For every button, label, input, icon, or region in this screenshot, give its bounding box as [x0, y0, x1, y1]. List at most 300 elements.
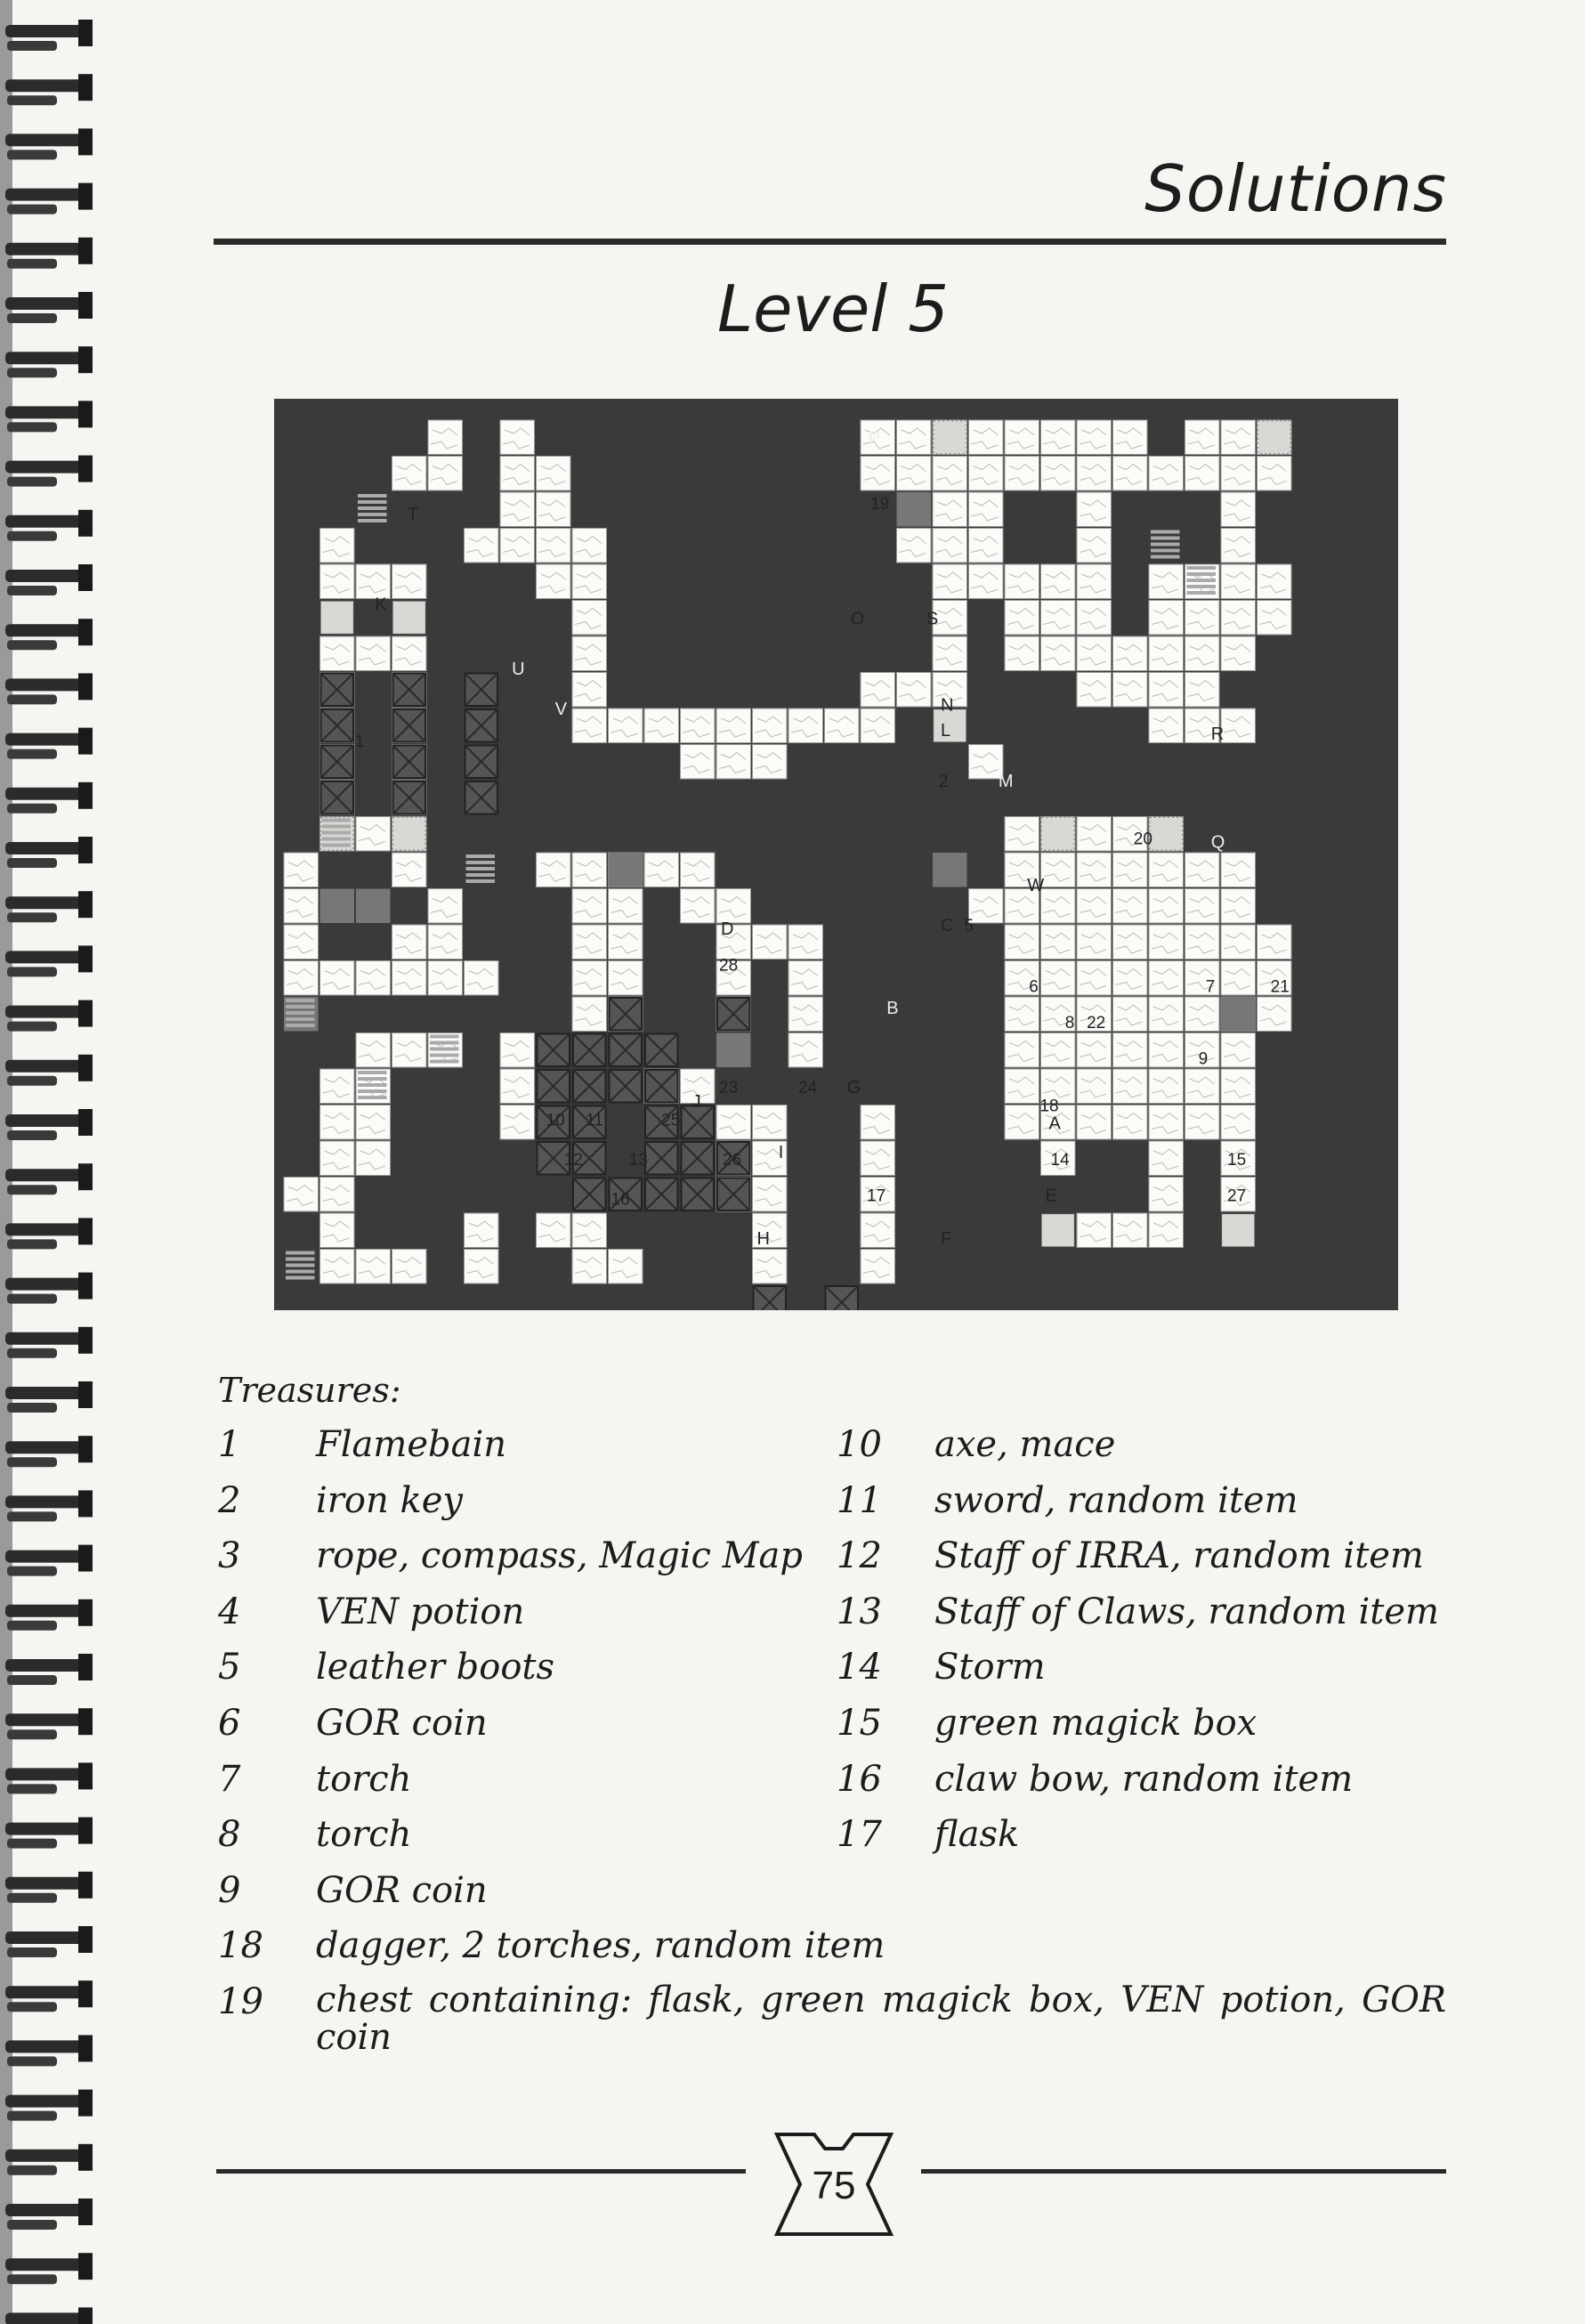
treasure-item: dagger, 2 torches, random item — [316, 1925, 885, 1967]
floor-tile — [1257, 925, 1292, 960]
floor-tile — [933, 457, 967, 491]
floor-tile — [392, 1250, 427, 1284]
floor-tile — [1113, 1213, 1148, 1248]
floor-tile — [1113, 853, 1148, 887]
treasure-item: VEN potion — [316, 1591, 525, 1632]
floor-tile — [356, 817, 391, 852]
floor-tile — [1113, 997, 1148, 1032]
map-number-26: 26 — [723, 1151, 742, 1170]
treasure-row-13 — [837, 1591, 1439, 1632]
stair-step — [358, 494, 387, 498]
floor-tile — [1077, 1069, 1112, 1104]
spiral-binding — [0, 0, 98, 2324]
treasure-number: 1 — [218, 1424, 241, 1465]
floor-tile — [428, 961, 463, 996]
stair-step — [1151, 555, 1180, 559]
floor-tile — [1041, 601, 1076, 636]
treasure-row-17 — [837, 1814, 1019, 1855]
header-rule — [214, 239, 1446, 245]
floor-tile — [1113, 1033, 1148, 1068]
floor-tile — [681, 745, 716, 780]
pressure-plate — [393, 818, 426, 851]
floor-tile — [320, 636, 355, 671]
treasure-item: torch — [316, 1758, 412, 1800]
pressure-plate — [393, 602, 426, 635]
stair-step — [286, 1264, 315, 1267]
floor-tile — [1149, 889, 1184, 924]
floor-tile — [788, 961, 823, 996]
floor-tile — [1185, 420, 1220, 455]
treasure-number: 11 — [837, 1479, 882, 1521]
gate-tile — [609, 853, 643, 887]
floor-tile — [356, 1141, 391, 1176]
floor-tile — [1041, 564, 1076, 599]
map-title: Level 5 — [716, 271, 949, 346]
treasure-number: 13 — [837, 1591, 882, 1632]
floor-tile — [428, 457, 463, 491]
floor-tile — [392, 961, 427, 996]
stair-step — [1151, 543, 1180, 547]
stair-step — [286, 1024, 315, 1027]
map-number-18: 18 — [1039, 1097, 1059, 1116]
floor-tile — [356, 1250, 391, 1284]
floor-tile — [1149, 1105, 1184, 1140]
floor-tile — [1221, 564, 1256, 599]
stair-step — [286, 1276, 315, 1280]
floor-tile — [320, 529, 355, 563]
floor-tile — [788, 1033, 823, 1068]
map-number-12: 12 — [563, 1151, 583, 1170]
floor-tile — [825, 709, 860, 743]
pit-tile — [754, 1286, 787, 1310]
treasure-item: Flamebain — [316, 1424, 507, 1465]
page-number-badge — [761, 2129, 908, 2240]
floor-tile — [320, 961, 355, 996]
treasure-row-3 — [218, 1535, 803, 1576]
floor-tile — [1149, 1141, 1184, 1176]
treasure-number: 9 — [218, 1869, 241, 1911]
floor-tile — [1149, 1213, 1184, 1248]
floor-tile — [1005, 601, 1039, 636]
map-marker-O: O — [850, 609, 865, 629]
floor-tile — [716, 745, 751, 780]
floor-tile — [465, 1250, 499, 1284]
stair-step — [430, 1035, 459, 1039]
pressure-plate — [1150, 818, 1183, 851]
floor-tile — [356, 1033, 391, 1068]
treasure-row-14 — [837, 1647, 1046, 1688]
map-marker-W: W — [1027, 876, 1045, 896]
map-number-6: 6 — [1029, 977, 1039, 997]
floor-tile — [1077, 1213, 1112, 1248]
floor-tile — [969, 889, 1004, 924]
floor-tile — [716, 709, 751, 743]
map-number-11: 11 — [586, 1111, 603, 1130]
floor-tile — [572, 673, 607, 708]
treasure-item: Staff of Claws, random item — [934, 1591, 1439, 1632]
floor-tile — [572, 853, 607, 887]
floor-tile — [1149, 853, 1184, 887]
floor-tile — [609, 709, 643, 743]
pressure-plate — [1042, 818, 1075, 851]
gate-tile — [1221, 997, 1256, 1032]
floor-tile — [753, 1250, 788, 1284]
stair-step — [1151, 537, 1180, 540]
gate-tile — [933, 853, 967, 887]
floor-tile — [572, 889, 607, 924]
treasure-row-6 — [218, 1703, 488, 1744]
stair-step — [286, 999, 315, 1002]
map-number-14: 14 — [1050, 1151, 1070, 1170]
floor-tile — [1221, 853, 1256, 887]
floor-tile — [320, 1141, 355, 1176]
floor-tile — [1077, 817, 1112, 852]
floor-tile — [320, 1105, 355, 1140]
map-number-15: 15 — [1227, 1151, 1247, 1170]
floor-tile — [1221, 457, 1256, 491]
floor-tile — [1077, 457, 1112, 491]
floor-tile — [500, 1033, 535, 1068]
gate-tile — [897, 492, 932, 527]
treasure-item: chest containing: flask, green magick box, VEN potion, GOR coin — [316, 1980, 1446, 2058]
floor-tile — [1077, 961, 1112, 996]
stair-step — [1151, 530, 1180, 534]
floor-tile — [788, 997, 823, 1032]
floor-tile — [1041, 925, 1076, 960]
floor-tile — [969, 420, 1004, 455]
floor-tile — [284, 925, 319, 960]
map-marker-A: A — [1048, 1113, 1061, 1134]
floor-tile — [1005, 1069, 1039, 1104]
stair-step — [322, 825, 352, 829]
floor-tile — [1113, 673, 1148, 708]
floor-tile — [969, 529, 1004, 563]
floor-tile — [1041, 1033, 1076, 1068]
floor-tile — [284, 889, 319, 924]
treasure-row-5 — [218, 1647, 554, 1688]
floor-tile — [500, 529, 535, 563]
floor-tile — [933, 564, 967, 599]
treasure-number: 17 — [837, 1814, 882, 1856]
floor-tile — [753, 745, 788, 780]
map-marker-G: G — [846, 1078, 861, 1097]
stair-step — [286, 1258, 315, 1261]
floor-tile — [500, 492, 535, 527]
treasure-item: sword, random item — [934, 1479, 1298, 1521]
floor-tile — [861, 709, 895, 743]
floor-tile — [1221, 420, 1256, 455]
floor-tile — [897, 673, 932, 708]
pressure-plate — [321, 602, 354, 635]
floor-tile — [609, 925, 643, 960]
floor-tile — [1113, 925, 1148, 960]
treasure-item: Storm — [934, 1647, 1046, 1688]
footer-rule-left — [216, 2169, 746, 2174]
treasure-number: 2 — [218, 1479, 241, 1521]
floor-tile — [897, 457, 932, 491]
floor-tile — [392, 1033, 427, 1068]
treasure-row-10 — [837, 1424, 1115, 1465]
floor-tile — [537, 853, 571, 887]
map-marker-P: P — [869, 429, 881, 449]
floor-tile — [572, 709, 607, 743]
floor-tile — [1077, 492, 1112, 527]
floor-tile — [1149, 1178, 1184, 1212]
floor-tile — [1149, 925, 1184, 960]
floor-tile — [1149, 1069, 1184, 1104]
map-marker-V: V — [554, 699, 568, 719]
floor-tile — [609, 889, 643, 924]
floor-tile — [1005, 564, 1039, 599]
floor-tile — [1221, 961, 1256, 996]
floor-tile — [1221, 636, 1256, 671]
map-marker-E: E — [1045, 1186, 1057, 1206]
floor-tile — [537, 564, 571, 599]
treasure-row-9 — [218, 1870, 488, 1911]
floor-tile — [861, 1105, 895, 1140]
treasure-item: axe, mace — [934, 1424, 1116, 1465]
floor-tile — [1149, 673, 1184, 708]
stair-step — [286, 1005, 315, 1008]
floor-tile — [1149, 636, 1184, 671]
treasure-item: Staff of IRRA, random item — [934, 1535, 1424, 1577]
treasure-item: torch — [316, 1814, 412, 1856]
stair-step — [466, 879, 496, 883]
floor-tile — [1005, 636, 1039, 671]
floor-tile — [861, 1250, 895, 1284]
stair-step — [358, 500, 387, 504]
treasure-number: 10 — [837, 1424, 882, 1465]
map-number-1: 1 — [354, 733, 365, 752]
floor-tile — [1185, 457, 1220, 491]
map-marker-C: C — [941, 915, 954, 935]
floor-tile — [1185, 601, 1220, 636]
floor-tile — [681, 889, 716, 924]
map-marker-M: M — [998, 771, 1014, 791]
floor-tile — [753, 1105, 788, 1140]
treasure-item: rope, compass, Magic Map — [316, 1535, 803, 1577]
floor-tile — [1005, 1033, 1039, 1068]
floor-tile — [572, 636, 607, 671]
map-number-13: 13 — [628, 1151, 648, 1170]
map-marker-T: T — [407, 505, 418, 525]
floor-tile — [933, 636, 967, 671]
stair-step — [358, 506, 387, 510]
floor-tile — [320, 1069, 355, 1104]
floor-tile — [1221, 1069, 1256, 1104]
treasure-row-15 — [837, 1703, 1257, 1744]
floor-tile — [1077, 925, 1112, 960]
floor-tile — [1221, 601, 1256, 636]
treasure-item: green magick box — [934, 1703, 1257, 1744]
floor-tile — [716, 1105, 751, 1140]
floor-tile — [1113, 889, 1148, 924]
floor-tile — [356, 564, 391, 599]
treasure-item: GOR coin — [316, 1869, 488, 1911]
floor-tile — [572, 997, 607, 1032]
pressure-plate — [934, 421, 966, 454]
floor-tile — [681, 853, 716, 887]
floor-tile — [1005, 457, 1039, 491]
stair-step — [358, 513, 387, 516]
floor-tile — [428, 925, 463, 960]
floor-tile — [1005, 1105, 1039, 1140]
map-number-23: 23 — [719, 1079, 739, 1097]
floor-tile — [356, 636, 391, 671]
floor-tile — [1221, 889, 1256, 924]
floor-tile — [537, 457, 571, 491]
stair-step — [466, 854, 496, 858]
floor-tile — [428, 889, 463, 924]
floor-tile — [788, 709, 823, 743]
map-number-27: 27 — [1227, 1186, 1247, 1206]
floor-tile — [1113, 961, 1148, 996]
map-number-28: 28 — [719, 956, 739, 976]
stair-step — [286, 1251, 315, 1255]
floor-tile — [320, 1250, 355, 1284]
floor-tile — [1185, 1069, 1220, 1104]
stair-step — [430, 1054, 459, 1057]
floor-tile — [284, 961, 319, 996]
stair-step — [430, 1048, 459, 1051]
floor-tile — [1257, 564, 1292, 599]
floor-tile — [897, 420, 932, 455]
map-marker-L: L — [941, 721, 951, 741]
floor-tile — [1221, 529, 1256, 563]
map-number-17: 17 — [867, 1186, 886, 1206]
floor-tile — [1077, 889, 1112, 924]
treasure-number: 5 — [218, 1647, 241, 1688]
stair-step — [322, 838, 352, 841]
floor-tile — [500, 420, 535, 455]
floor-tile — [1149, 601, 1184, 636]
stair-step — [286, 1011, 315, 1015]
map-marker-K: K — [375, 595, 387, 615]
treasure-item: leather boots — [316, 1647, 555, 1688]
floor-tile — [753, 925, 788, 960]
floor-tile — [1005, 817, 1039, 852]
map-marker-U: U — [512, 660, 525, 680]
map-number-7: 7 — [1205, 977, 1216, 997]
floor-tile — [1149, 961, 1184, 996]
floor-tile — [861, 457, 895, 491]
treasure-row-8 — [218, 1814, 411, 1855]
floor-tile — [1005, 925, 1039, 960]
floor-tile — [1077, 636, 1112, 671]
gate-tile — [356, 889, 391, 924]
map-number-5: 5 — [964, 916, 974, 935]
floor-tile — [1077, 673, 1112, 708]
map-marker-I: I — [778, 1142, 784, 1162]
floor-tile — [1257, 457, 1292, 491]
treasure-number: 18 — [218, 1925, 263, 1967]
map-marker-F: F — [941, 1229, 952, 1250]
floor-tile — [465, 961, 499, 996]
floor-tile — [1149, 457, 1184, 491]
treasure-number: 7 — [218, 1758, 241, 1800]
footer-rule-right — [921, 2169, 1446, 2174]
gate-tile — [320, 889, 355, 924]
pressure-plate — [1222, 1214, 1255, 1247]
floor-tile — [861, 1213, 895, 1248]
stair-step — [286, 1017, 315, 1021]
stair-step — [358, 1089, 387, 1093]
floor-tile — [1077, 1033, 1112, 1068]
floor-tile — [1041, 853, 1076, 887]
map-number-2: 2 — [939, 772, 949, 791]
floor-tile — [681, 709, 716, 743]
stair-step — [1151, 549, 1180, 553]
floor-tile — [1005, 420, 1039, 455]
floor-tile — [1113, 420, 1148, 455]
floor-tile — [572, 1213, 607, 1248]
map-marker-S: S — [926, 609, 939, 629]
floor-tile — [788, 925, 823, 960]
floor-tile — [284, 1178, 319, 1212]
floor-tile — [753, 709, 788, 743]
floor-tile — [1221, 925, 1256, 960]
floor-tile — [753, 1178, 788, 1212]
treasure-item: GOR coin — [316, 1703, 488, 1744]
map-marker-H: H — [756, 1229, 770, 1250]
map-marker-J: J — [691, 1092, 701, 1113]
treasures-heading: Treasures: — [218, 1371, 401, 1410]
treasure-row-18 — [218, 1925, 885, 1966]
floor-tile — [861, 673, 895, 708]
treasure-number: 8 — [218, 1814, 241, 1856]
map-number-22: 22 — [1087, 1014, 1106, 1033]
stair-step — [358, 519, 387, 522]
floor-tile — [861, 1141, 895, 1176]
treasure-row-7 — [218, 1759, 411, 1800]
floor-tile — [392, 636, 427, 671]
floor-tile — [572, 529, 607, 563]
pressure-plate — [1042, 1214, 1075, 1247]
floor-tile — [465, 529, 499, 563]
treasure-number: 16 — [837, 1758, 882, 1800]
floor-tile — [1221, 1105, 1256, 1140]
floor-tile — [609, 1250, 643, 1284]
floor-tile — [320, 1178, 355, 1212]
floor-tile — [1221, 492, 1256, 527]
map-number-9: 9 — [1198, 1049, 1209, 1069]
floor-tile — [969, 492, 1004, 527]
floor-tile — [1077, 420, 1112, 455]
floor-tile — [1077, 1105, 1112, 1140]
floor-tile — [1077, 853, 1112, 887]
floor-tile — [284, 853, 319, 887]
treasure-item: iron key — [316, 1479, 463, 1521]
map-marker-N: N — [941, 695, 954, 716]
treasure-row-11 — [837, 1480, 1298, 1521]
map-number-21: 21 — [1270, 977, 1290, 997]
floor-tile — [644, 853, 679, 887]
floor-tile — [1185, 673, 1220, 708]
floor-tile — [500, 1069, 535, 1104]
floor-tile — [356, 961, 391, 996]
floor-tile — [609, 961, 643, 996]
floor-tile — [392, 564, 427, 599]
floor-tile — [933, 529, 967, 563]
section-title: Solutions — [1144, 151, 1447, 226]
stair-step — [1187, 585, 1217, 588]
gate-tile — [716, 1033, 751, 1068]
treasure-number: 6 — [218, 1703, 241, 1744]
map-number-25: 25 — [661, 1111, 681, 1130]
floor-tile — [1149, 709, 1184, 743]
floor-tile — [1041, 889, 1076, 924]
map-number-24: 24 — [798, 1079, 818, 1097]
